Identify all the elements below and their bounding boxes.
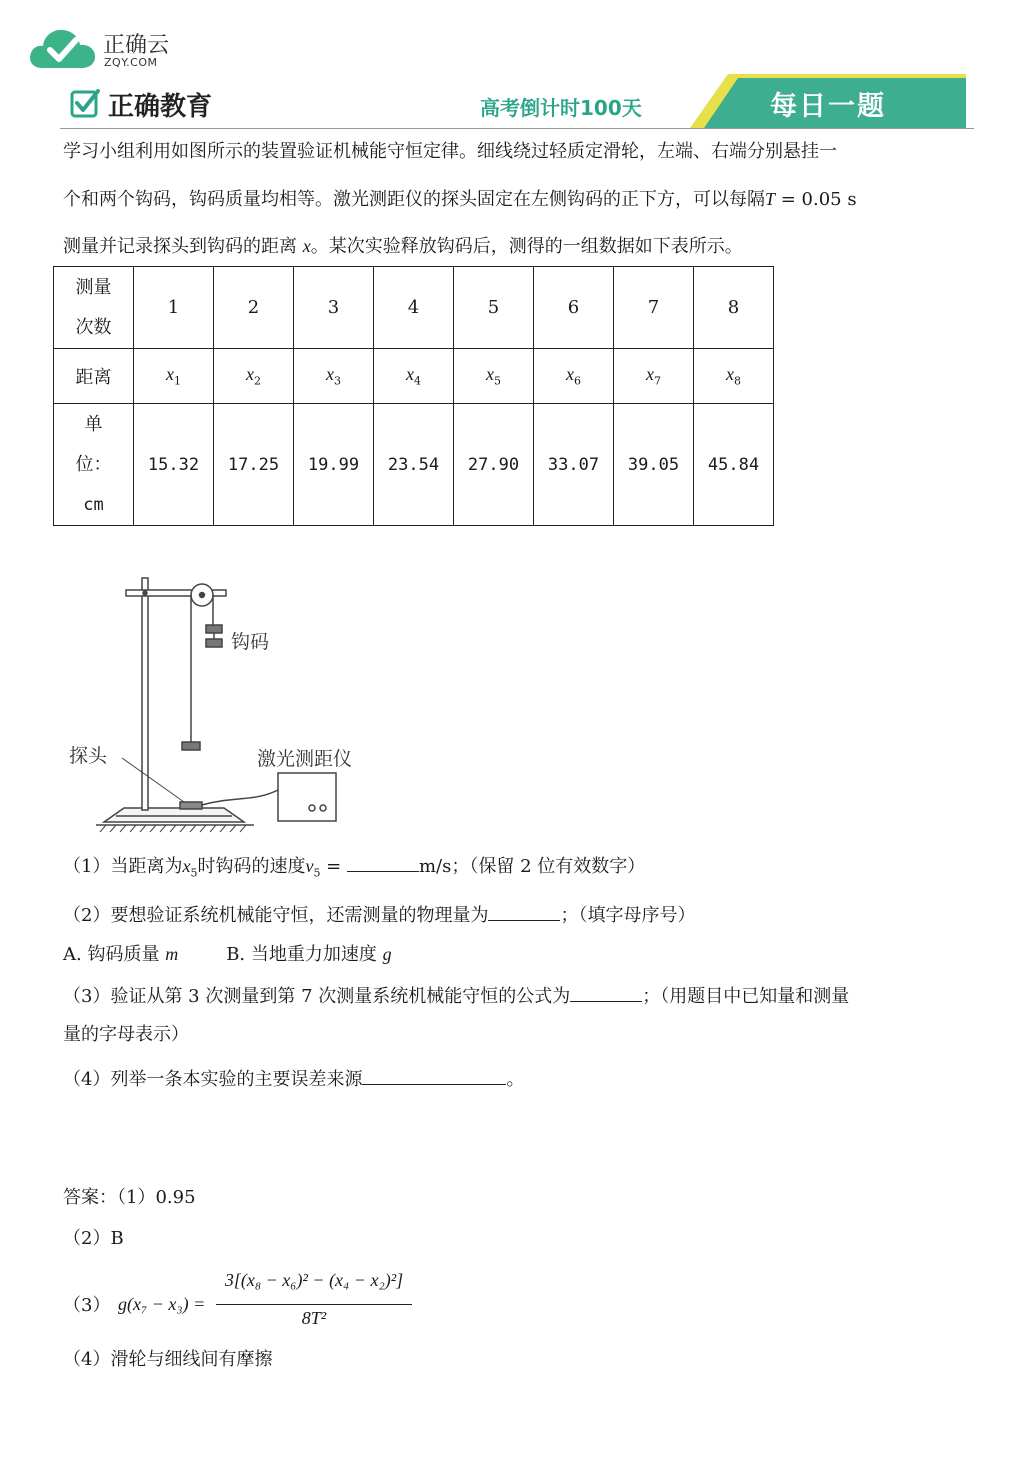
table-cell: $x_8$	[694, 349, 774, 404]
table-row	[54, 349, 774, 404]
table-cell: 17.25	[214, 404, 294, 526]
table-cell: 8	[694, 267, 774, 349]
brand-name: 正确云	[103, 33, 170, 58]
table-header-cell: 测量 次数	[54, 267, 134, 349]
table-cell: 3	[294, 267, 374, 349]
table-cell: 33.07	[534, 404, 614, 526]
option-a: A. 钩码质量 m	[63, 944, 179, 965]
question-2-options	[63, 942, 973, 967]
apparatus-diagram	[94, 570, 394, 840]
brand-domain: ZQY.COM	[104, 56, 158, 69]
answer-3-formula	[118, 1270, 438, 1330]
banner-label: 每日一题	[770, 91, 886, 122]
header-divider	[60, 128, 974, 129]
answer-3-label: （3）	[63, 1295, 111, 1316]
table-cell: 27.90	[454, 404, 534, 526]
table-cell: $x_6$	[534, 349, 614, 404]
problem-line-2: 个和两个钩码，钩码质量均相等。激光测距仪的探头固定在左侧钩码的正下方，可以每隔T = 0.05 s	[63, 189, 857, 210]
question-1: （1）当距离为$x_5$时钩码的速度$v_5 = m/s$；（保留 2 位有效数字）	[63, 853, 973, 886]
table-cell: 15.32	[134, 404, 214, 526]
option-b: B. 当地重力加速度 g	[226, 944, 392, 965]
edu-title: 正确教育	[108, 92, 213, 122]
checkbox-logo-icon	[70, 88, 100, 118]
answer-blank[interactable]	[362, 1066, 506, 1085]
answer-blank[interactable]	[347, 853, 419, 872]
table-cell: $x_2$	[214, 349, 294, 404]
table-cell: $x_1$	[134, 349, 214, 404]
problem-line-3: 测量并记录探头到钩码的距离 x。某次实验释放钩码后，测得的一组数据如下表所示。	[63, 236, 743, 257]
table-cell: 2	[214, 267, 294, 349]
table-cell: 5	[454, 267, 534, 349]
table-cell: $x_5$	[454, 349, 534, 404]
fraction-bar	[216, 1304, 412, 1305]
weights-label: 钩码	[231, 631, 270, 653]
table-cell: 45.84	[694, 404, 774, 526]
question-3: （3）验证从第 3 次测量到第 7 次测量系统机械能守恒的公式为 ；（用题目中已知量和测量	[63, 983, 973, 1009]
measurement-table	[53, 266, 774, 526]
answer-blank[interactable]	[488, 902, 560, 921]
formula-denominator: 8T²	[301, 1308, 327, 1328]
table-cell: 1	[134, 267, 214, 349]
answer-1: 答案：（1）0.95	[63, 1187, 196, 1208]
formula-numerator: 3[(x₈ − x₆)² − (x₄ − x₂)²]	[224, 1270, 404, 1290]
table-cell: 6	[534, 267, 614, 349]
table-cell: $x_3$	[294, 349, 374, 404]
answer-4: （4）滑轮与细线间有摩擦	[63, 1349, 273, 1370]
table-row	[54, 404, 774, 526]
zqy-cloud-logo-icon	[28, 24, 98, 72]
question-2: （2）要想验证系统机械能守恒，还需测量的物理量为 ；（填字母序号）	[63, 902, 973, 928]
probe-label: 探头	[69, 745, 108, 767]
table-header-cell: 距离	[54, 349, 134, 404]
table-cell: 23.54	[374, 404, 454, 526]
table-cell: 7	[614, 267, 694, 349]
answer-blank[interactable]	[570, 983, 642, 1002]
table-cell: $x_4$	[374, 349, 454, 404]
question-3-cont: 量的字母表示）	[63, 1024, 189, 1045]
table-cell: 4	[374, 267, 454, 349]
formula-lhs: g(x₇ − x₃) =	[118, 1294, 206, 1314]
table-row	[54, 267, 774, 349]
question-4: （4）列举一条本实验的主要误差来源 。	[63, 1066, 973, 1092]
answer-2: （2）B	[63, 1228, 124, 1249]
problem-line-1: 学习小组利用如图所示的装置验证机械能守恒定律。细线绕过轻质定滑轮，左端、右端分别悬挂一	[63, 141, 837, 162]
table-cell: 39.05	[614, 404, 694, 526]
table-header-cell: 单 位： cm	[54, 404, 134, 526]
countdown-text: 高考倒计时100天	[480, 96, 642, 120]
table-cell: 19.99	[294, 404, 374, 526]
table-cell: $x_7$	[614, 349, 694, 404]
rangefinder-label: 激光测距仪	[257, 748, 353, 770]
